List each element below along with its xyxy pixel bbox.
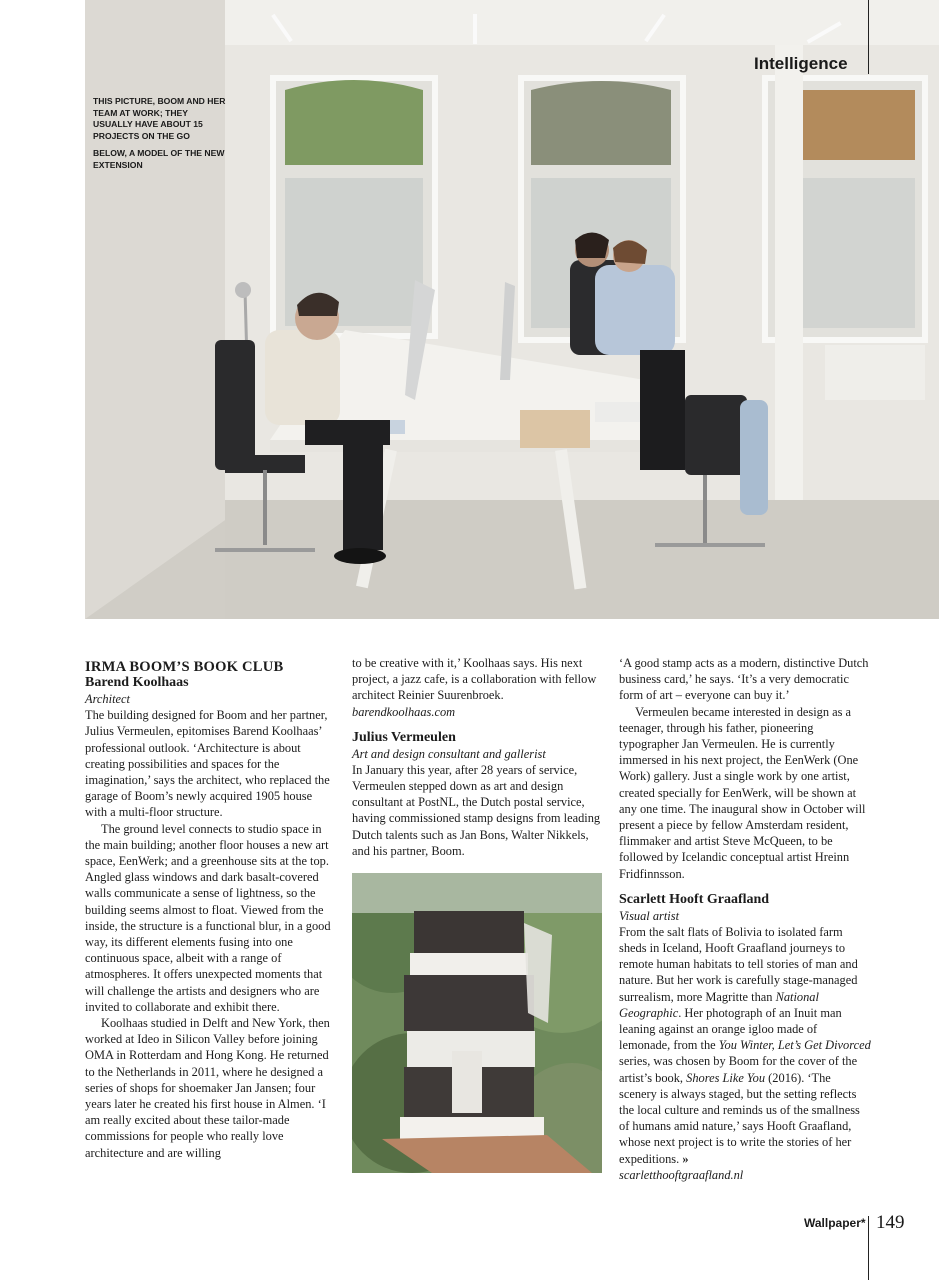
- series-title: You Winter, Let’s Get Divorced: [718, 1038, 871, 1053]
- body-paragraph: The building designed for Boom and her partner, Julius Vermeulen, epitomises Barend Koolhaas’ professional outlook. ‘Architecture is about creating possibilities and spaces for the imagination,’ says the architect, who replaced the garage of Boom’s newly acquired 1905 house with a multi-floor structure.: [85, 708, 330, 820]
- model-photo-caption: BELOW, A MODEL OF THE NEW EXTENSION: [93, 148, 225, 170]
- profile-name: Julius Vermeulen: [352, 729, 456, 745]
- book-title: Shores Like You: [686, 1070, 766, 1085]
- column-2: [352, 655, 604, 859]
- text-run: series, was chosen by Boom for the cover of the artist’s book,: [619, 1054, 858, 1085]
- text-run: From the salt flats of Bolivia to isolated farm sheds in Iceland, Hooft Graafland journeys to remote human habitats to tell stories of man and nature. But her work is carefully stage-managed surrealism, more Magritte than: [619, 924, 858, 1004]
- footer-rule: [868, 1216, 869, 1280]
- website-link[interactable]: barendkoolhaas.com: [352, 704, 456, 719]
- profile-role: Architect: [85, 692, 130, 707]
- profile-role: Visual artist: [619, 908, 680, 923]
- article-heading: IRMA BOOM’S BOOK CLUB: [85, 659, 284, 675]
- profile-name: Barend Koolhaas: [85, 675, 189, 691]
- profile-role: Art and design consultant and gallerist: [352, 746, 546, 761]
- body-paragraph: ‘A good stamp acts as a modern, distinctive Dutch business card,’ he says. ‘It’s a very democratic form of art – everyone can buy it.’: [619, 656, 869, 703]
- column-3: [619, 655, 871, 1183]
- profile-name: Scarlett Hooft Graafland: [619, 891, 770, 907]
- main-photo-caption: THIS PICTURE, BOOM AND HER TEAM AT WORK; THEY USUALLY HAVE ABOUT 15 PROJECTS ON THE GO: [93, 96, 226, 141]
- body-paragraph: Koolhaas studied in Delft and New York, then worked at Ideo in Silicon Valley before joining OMA in Rotterdam and Hong Kong. He returned to the Netherlands in 2011, where he designed a series of shops for shoemaker Jan Jansen; four years later he created his first house in Almen. ‘I am really excited about these tailor-made commissions for people who really love architecture and are willing: [85, 1016, 330, 1160]
- model-photo: [352, 873, 602, 1173]
- body-paragraph: to be creative with it,’ Koolhaas says. His next project, a jazz cafe, is a collaboration with fellow architect Reinier Suurenbroek.: [352, 656, 597, 703]
- page-number: 149: [876, 1212, 905, 1233]
- body-paragraph: [619, 924, 871, 1167]
- column-1: [85, 659, 337, 1161]
- footer-brand: Wallpaper*: [804, 1216, 866, 1230]
- header-rule: [868, 0, 869, 74]
- section-title: Intelligence: [754, 54, 848, 73]
- body-paragraph: In January this year, after 28 years of service, Vermeulen stepped down as art and design consultant at PostNL, the Dutch postal service, having commissioned stamp designs from leading Dutch talents such as Jan Bons, Walter Nikkels, and his partner, Boom.: [352, 762, 601, 858]
- website-link[interactable]: scarletthooftgraafland.nl: [619, 1167, 744, 1182]
- body-paragraph: The ground level connects to studio space in the main building; another floor houses a new art space, EenWerk; and a greenhouse sits at the top. Angled glass windows and dark basalt-covered walls communicate a sense of lightness, so the building seems almost to float. Viewed from the inside, the structure is a functional blur, in a good way, its different elements fusing into one continuous space, albeit with a range of atmospheres. It offers unexpected moments that will challenge the artists and designers who are invited to collaborate and exhibit there.: [85, 821, 331, 1014]
- text-run: . Her photograph of an Inuit man leaning against an orange igloo made of lemonade, from the: [619, 1005, 842, 1053]
- publication-title: National Geographic: [619, 989, 819, 1020]
- continue-arrow-icon: »: [682, 1151, 689, 1166]
- text-run: (2016). ‘The scenery is always staged, but the setting reflects the local culture and reminds us of the smallness of humans amid nature,’ says Hooft Graafland, whose next project is to write the stories of her expeditions.: [619, 1070, 860, 1166]
- office-photo: [85, 0, 939, 619]
- body-paragraph: Vermeulen became interested in design as a teenager, through his father, pioneering typographer Jan Vermeulen. He is currently immersed in his next project, the EenWerk (One Work) gallery. Just a single work by one artist, created specially for EenWerk, will be shown at any one time. The inaugural show in October will present a piece by fellow Amsterdam resident, flimmaker and artist Steve McQueen, to be followed by Icelandic conceptual artist Hreinn Fridfinnsson.: [619, 704, 866, 881]
